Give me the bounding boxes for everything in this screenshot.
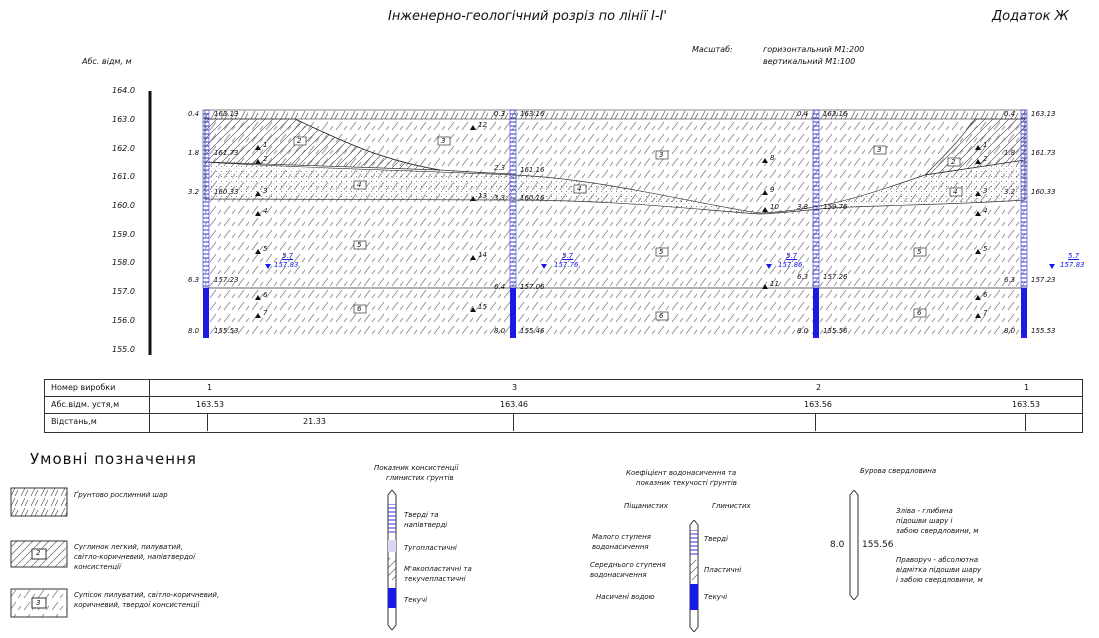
layer-number: 4	[577, 185, 582, 193]
sample-number: 13	[478, 192, 487, 200]
water-elev: 157.83	[1060, 261, 1085, 269]
legend-text: Ґрунтово рослинний шар	[74, 491, 168, 499]
legend-text: Суглинок легкий, пилуватий,	[74, 543, 183, 551]
sample-number: 3	[263, 187, 268, 195]
well-elev: 155.53	[1031, 327, 1056, 335]
well-elev: 157.06	[520, 283, 545, 291]
legend-text: консистенції	[74, 563, 121, 571]
well-elev: 161.16	[520, 166, 545, 174]
saturation-title: показник текучості ґрунтів	[636, 479, 737, 487]
well-depth: 3.8	[797, 203, 809, 211]
layer-number: 4	[953, 188, 958, 196]
borehole-note-left: забою свердловини, м	[896, 527, 979, 535]
sample-number: 6	[983, 291, 988, 299]
y-tick-label: 162.0	[112, 144, 135, 153]
y-tick-label: 157.0	[112, 287, 135, 296]
borehole-depth: 8.0	[830, 540, 845, 550]
sample-number: 2	[983, 155, 988, 163]
saturation-col1: Піщанистих	[624, 502, 668, 510]
well-number-cell: 3	[512, 383, 518, 392]
consistency-level: Тугопластичні	[404, 544, 457, 552]
layer-number: 2	[297, 137, 302, 145]
consistency-title: глинистих ґрунтів	[386, 474, 454, 482]
water-elev: 157.83	[274, 261, 299, 269]
layer-number: 3	[877, 146, 882, 154]
sample-number: 5	[263, 245, 268, 253]
saturation-left: водонасичення	[590, 571, 647, 579]
y-tick-label: 163.0	[112, 115, 135, 124]
borehole-note-left: підошви шару і	[896, 517, 953, 525]
well-elev: 161.73	[214, 149, 239, 157]
y-tick-label: 160.0	[112, 201, 135, 210]
well-depth: 2.3	[494, 164, 506, 172]
row-label-well-number: Номер виробки	[51, 383, 116, 392]
sample-number: 14	[478, 251, 487, 259]
y-axis-label: Абс. відм, м	[82, 57, 132, 66]
layer-number: 2	[951, 158, 956, 166]
well-depth: 3.2	[188, 188, 200, 196]
elevation-cell: 163.53	[196, 400, 224, 409]
sample-number: 6	[263, 291, 268, 299]
layer-number: 6	[917, 309, 922, 317]
borehole-note-right: Праворуч - абсолютна	[896, 556, 979, 564]
sample-number: 1	[983, 141, 988, 149]
row-label-elevation: Абс.відм. устя,м	[51, 400, 120, 409]
well-elev: 155.53	[214, 327, 239, 335]
saturation-right: Тверді	[704, 535, 728, 543]
well-column-1b	[1021, 110, 1027, 338]
well-depth: 6.4	[494, 283, 506, 291]
well-depth: 8.0	[188, 327, 200, 335]
well-elev: 157.26	[823, 273, 848, 281]
borehole-table	[44, 379, 1083, 433]
well-depth: 0.3	[494, 110, 506, 118]
elevation-cell: 163.46	[500, 400, 528, 409]
saturation-right: Текучі	[704, 593, 728, 601]
layer-number: 5	[917, 248, 922, 256]
layer-number: 3	[659, 151, 664, 159]
borehole-note-right: відмітка підошви шару	[896, 566, 982, 574]
consistency-level: М'якопластичні та	[404, 565, 472, 573]
well-depth: 0.4	[188, 110, 200, 118]
well-elev: 163.16	[823, 110, 848, 118]
saturation-left: Насичені водою	[596, 593, 655, 601]
well-depth: 3.3	[494, 194, 506, 202]
legend-title: Умовні позначення	[30, 450, 197, 468]
sample-number: 3	[983, 187, 988, 195]
borehole-title: Бурова свердловина	[860, 467, 937, 475]
well-elev: 160.16	[520, 194, 545, 202]
y-tick-label: 159.0	[112, 230, 135, 239]
well-elev: 161.73	[1031, 149, 1056, 157]
sample-number: 7	[263, 309, 268, 317]
well-elev: 157.23	[1031, 276, 1056, 284]
sample-number: 8	[770, 154, 775, 162]
well-elev: 163.13	[214, 110, 239, 118]
sample-number: 11	[770, 280, 779, 288]
legend-text: коричневий, твердої консистенції	[74, 601, 200, 609]
sample-number: 2	[263, 155, 268, 163]
water-depth: 5.7	[786, 252, 798, 260]
sample-number: 15	[478, 303, 487, 311]
layer-number: 6	[357, 305, 362, 313]
layer-number: 5	[357, 241, 362, 249]
water-depth: 5.7	[282, 252, 294, 260]
consistency-level: текучепластичні	[404, 575, 466, 583]
scale-vertical: вертикальний М1:100	[763, 57, 856, 66]
layer-number: 5	[659, 248, 664, 256]
well-number-cell: 2	[816, 383, 822, 392]
distance-cell: 21.33	[303, 417, 326, 426]
sample-number: 10	[770, 203, 779, 211]
consistency-level: напівтверді	[404, 521, 448, 529]
well-depth: 0.4	[1004, 110, 1016, 118]
well-column-1	[203, 110, 209, 338]
sample-number: 4	[263, 207, 268, 215]
well-depth: 0.4	[797, 110, 809, 118]
layer-number: 4	[357, 181, 362, 189]
consistency-level: Тверді та	[404, 511, 439, 519]
y-tick-label: 158.0	[112, 258, 135, 267]
water-elev: 157.76	[554, 261, 579, 269]
layer-number: 6	[659, 312, 664, 320]
well-elev: 159.76	[823, 203, 848, 211]
y-tick-label: 155.0	[112, 345, 135, 354]
elevation-cell: 163.56	[804, 400, 832, 409]
well-number-cell: 1	[1024, 383, 1030, 392]
consistency-level: Текучі	[404, 596, 428, 604]
saturation-left: водонасичення	[592, 543, 649, 551]
layer-number: 3	[441, 137, 446, 145]
legend-num: 2	[36, 549, 41, 557]
well-depth: 8.0	[494, 327, 506, 335]
well-depth: 3.2	[1004, 188, 1016, 196]
well-elev: 157.23	[214, 276, 239, 284]
well-depth: 8.0	[1004, 327, 1016, 335]
well-depth: 6.3	[1004, 276, 1016, 284]
saturation-title: Коефіцієнт водонасичення та	[626, 469, 737, 477]
borehole-note-right: і забою свердловини, м	[896, 576, 983, 584]
saturation-col2: Глинистих	[712, 502, 751, 510]
well-elev: 163.16	[520, 110, 545, 118]
well-elev: 155.46	[520, 327, 545, 335]
well-depth: 8.0	[797, 327, 809, 335]
saturation-left: Середнього ступеня	[590, 561, 666, 569]
sample-number: 4	[983, 207, 988, 215]
y-tick-label: 156.0	[112, 316, 135, 325]
borehole-note-left: Зліва - глибина	[896, 507, 953, 515]
borehole-elev: 155.56	[862, 540, 894, 550]
well-column-3	[510, 110, 516, 338]
row-label-distance: Відстань,м	[51, 417, 97, 426]
saturation-left: Малого ступеня	[592, 533, 652, 541]
sample-number: 5	[983, 245, 988, 253]
well-depth: 1.8	[188, 149, 200, 157]
well-elev: 160.33	[1031, 188, 1056, 196]
sample-number: 9	[770, 186, 775, 194]
appendix-label: Додаток Ж	[992, 9, 1069, 24]
sample-number: 7	[983, 309, 988, 317]
section-title: Інженерно-геологічний розріз по лінії І-І'	[388, 9, 667, 24]
sample-number: 1	[263, 141, 268, 149]
legend-text: Супісок пилуватий, світло-коричневий,	[74, 591, 220, 599]
well-elev: 163.13	[1031, 110, 1056, 118]
well-depth: 6.3	[797, 273, 809, 281]
well-number-cell: 1	[207, 383, 213, 392]
layer-1-soil	[205, 110, 1025, 119]
well-elev: 160.33	[214, 188, 239, 196]
well-depth: 6.3	[188, 276, 200, 284]
well-elev: 155.56	[823, 327, 848, 335]
scale-horizontal: горизонтальний М1:200	[763, 45, 865, 54]
water-elev: 157.86	[778, 261, 803, 269]
well-depth: 1.8	[1004, 149, 1016, 157]
y-tick-label: 164.0	[112, 86, 135, 95]
sample-number: 12	[478, 121, 487, 129]
elevation-cell: 163.53	[1012, 400, 1040, 409]
water-depth: 5.7	[562, 252, 574, 260]
water-depth: 5.7	[1068, 252, 1080, 260]
legend-text: світло-коричневий, напівтвердої	[74, 553, 196, 561]
consistency-title: Показник консистенції	[374, 464, 459, 472]
well-column-2	[813, 110, 819, 338]
saturation-right: Пластичні	[704, 566, 742, 574]
scale-label: Масштаб:	[692, 45, 733, 54]
y-tick-label: 161.0	[112, 172, 135, 181]
legend-num: 3	[36, 599, 41, 607]
